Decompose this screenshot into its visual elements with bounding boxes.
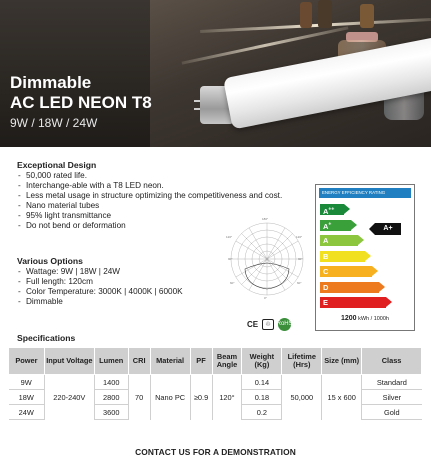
- svg-text:120°: 120°: [226, 235, 233, 239]
- column-header: CRI: [128, 348, 150, 375]
- rohs-icon: RoHS: [278, 318, 291, 331]
- cell-power: 18W: [9, 390, 45, 405]
- hero-wattages: 9W / 18W / 24W: [10, 116, 98, 130]
- column-header: Weight (Kg): [242, 348, 282, 375]
- energy-class-label: C: [323, 267, 329, 276]
- features-heading: Exceptional Design: [17, 160, 97, 170]
- column-header: Material: [150, 348, 190, 375]
- energy-consumption: [316, 315, 414, 322]
- list-item: - Interchange-able with a T8 LED neon.: [17, 181, 317, 191]
- options-heading: Various Options: [17, 256, 83, 266]
- bottle-image: [318, 0, 332, 28]
- energy-class-bar: [320, 235, 358, 246]
- energy-class-label: A+: [323, 221, 332, 231]
- list-item: - Wattage: 9W | 18W | 24W: [17, 267, 247, 277]
- spec-table: [8, 347, 422, 420]
- light-distribution-diagram: [226, 214, 308, 300]
- energy-class-bar: [320, 204, 344, 215]
- column-header: Lumen: [94, 348, 128, 375]
- energy-class-bar: [320, 282, 379, 293]
- spec-header-row: [9, 348, 422, 375]
- options-list: [17, 267, 247, 307]
- cell-weight: 0.2: [242, 405, 282, 420]
- list-item: - Dimmable: [17, 297, 247, 307]
- hero-title-line2: AC LED NEON T8: [10, 93, 152, 112]
- column-header: Size (mm): [322, 348, 362, 375]
- energy-class-bar: [320, 297, 386, 308]
- energy-class-bar: [320, 266, 372, 277]
- svg-text:60°: 60°: [230, 281, 235, 285]
- energy-class-label: A++: [323, 206, 335, 216]
- options-section: [17, 256, 247, 307]
- cell-size: 15 x 600: [322, 375, 362, 420]
- list-item: - Full length: 120cm: [17, 277, 247, 287]
- cell-cri: 70: [128, 375, 150, 420]
- svg-text:180°: 180°: [262, 217, 269, 221]
- hero-title-line1: Dimmable: [10, 73, 92, 92]
- certification-icons: [247, 317, 291, 331]
- spec-title: Specifications: [17, 333, 76, 343]
- svg-text:120°: 120°: [296, 235, 303, 239]
- cell-material: Nano PC: [150, 375, 190, 420]
- list-item: - Do not bend or deformation: [17, 221, 317, 231]
- cell-beam-angle: 120°: [212, 375, 242, 420]
- cell-lifetime: 50,000: [282, 375, 322, 420]
- cell-class: Gold: [362, 405, 422, 420]
- energy-rating-badge: A+: [375, 223, 401, 235]
- list-item: - Nano material tubes: [17, 201, 317, 211]
- column-header: Power: [9, 348, 45, 375]
- cell-class: Silver: [362, 390, 422, 405]
- list-item: - Color Temperature: 3000K | 4000K | 6000K: [17, 287, 247, 297]
- cell-lumen: 1400: [94, 375, 128, 390]
- cell-pf: ≥0.9: [190, 375, 212, 420]
- energy-kwh-unit: kWh / 1000h: [358, 316, 389, 322]
- ce-mark-icon: CE: [247, 319, 259, 329]
- cell-lumen: 2800: [94, 390, 128, 405]
- list-item: - 50,000 rated life.: [17, 171, 317, 181]
- energy-class-bar: [320, 251, 365, 262]
- cell-class: Standard: [362, 375, 422, 390]
- cell-weight: 0.14: [242, 375, 282, 390]
- cell-power: 9W: [9, 375, 45, 390]
- contact-cta: CONTACT US FOR A DEMONSTRATION: [135, 447, 296, 457]
- column-header: Class: [362, 348, 422, 375]
- svg-text:90°: 90°: [228, 257, 233, 261]
- svg-text:90°: 90°: [298, 257, 303, 261]
- cell-lumen: 3600: [94, 405, 128, 420]
- column-header: PF: [190, 348, 212, 375]
- hero-title-block: [10, 73, 152, 131]
- list-item: - Less metal usage in structure optimizing the competitiveness and cost.: [17, 191, 317, 201]
- energy-class-label: A: [323, 236, 329, 245]
- energy-class-label: D: [323, 282, 329, 292]
- column-header: Lifetime (Hrs): [282, 348, 322, 375]
- energy-label-header: ENERGY EFFICIENCY RATING: [319, 188, 411, 198]
- energy-class-bar: [320, 220, 351, 231]
- list-item: - 95% light transmittance: [17, 211, 317, 221]
- energy-efficiency-label: [315, 184, 415, 331]
- energy-class-label: E: [323, 298, 329, 307]
- cell-voltage: 220-240V: [44, 375, 94, 420]
- column-header: Input Voltage: [44, 348, 94, 375]
- column-header: Beam Angle: [212, 348, 242, 375]
- cell-weight: 0.18: [242, 390, 282, 405]
- bottle-image: [300, 2, 312, 28]
- svg-text:0°: 0°: [264, 296, 267, 300]
- energy-kwh-value: 1200: [341, 315, 357, 322]
- svg-text:60°: 60°: [297, 281, 302, 285]
- cell-power: 24W: [9, 405, 45, 420]
- energy-class-label: B: [323, 251, 329, 261]
- table-row: [9, 375, 422, 390]
- hero-banner: [0, 0, 431, 147]
- recycle-icon: ♲: [262, 319, 274, 330]
- bottle-image: [360, 4, 374, 28]
